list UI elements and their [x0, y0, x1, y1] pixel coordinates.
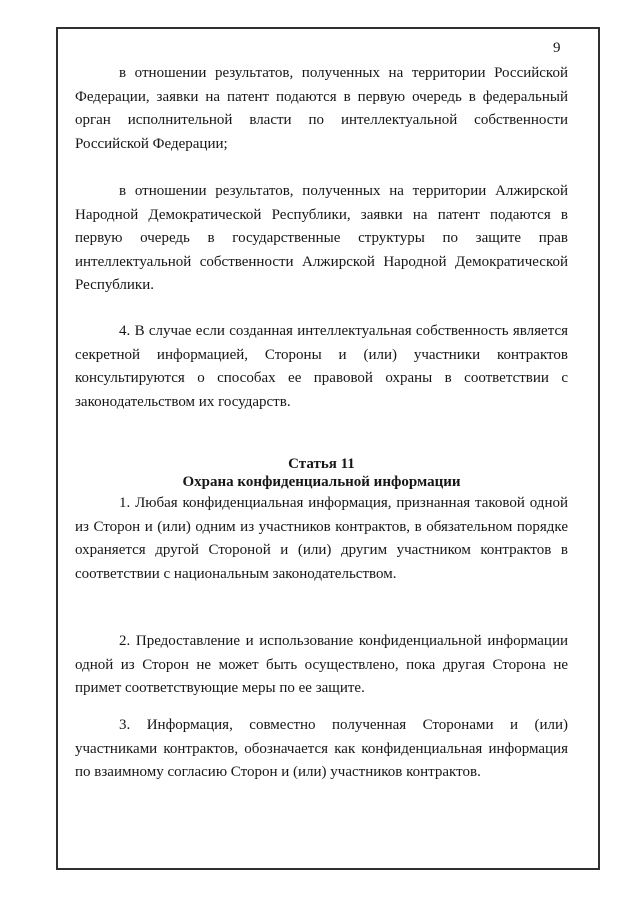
article-title: Охрана конфиденциальной информации — [182, 474, 461, 490]
article-paragraph-3: 3. Информация, совместно полученная Сторонами и (или) участниками контрактов, обозначается как конфиденциальная информация по взаимному согласию Сторон и (или) участников контрактов. — [75, 717, 568, 780]
article-paragraph-1: 1. Любая конфиденциальная информация, признанная таковой одной из Сторон и (или) одним из участников контрактов, в обязательном порядке охраняется другой Стороной и (или) другим участником контрактов в соответствии с национальным законодательством. — [75, 495, 568, 582]
paragraph-secret-ip: 4. В случае если созданная интеллектуальная собственность является секретной информацией, Стороны и (или) участники контрактов консультируются о способах ее правовой охраны в соответствии с законодательством их государств. — [75, 323, 568, 410]
article-number: Статья 11 — [288, 456, 355, 472]
paragraph-russia-patent: в отношении результатов, полученных на территории Российской Федерации, заявки на патент подаются в первую очередь в федеральный орган исполнительной власти по интеллектуальной собственности Российской Федерации; — [75, 65, 568, 152]
page-number: 9 — [553, 40, 561, 56]
paragraph-algeria-patent: в отношении результатов, полученных на территории Алжирской Народной Демократической Республики, заявки на патент подаются в первую очередь в государственные структуры по защите прав интеллектуальной собственности Алжирской Народной Демократической Республики. — [75, 183, 568, 293]
article-paragraph-2: 2. Предоставление и использование конфиденциальной информации одной из Сторон не может быть осуществлено, пока другая Сторона не примет соответствующие меры по ее защите. — [75, 633, 568, 696]
